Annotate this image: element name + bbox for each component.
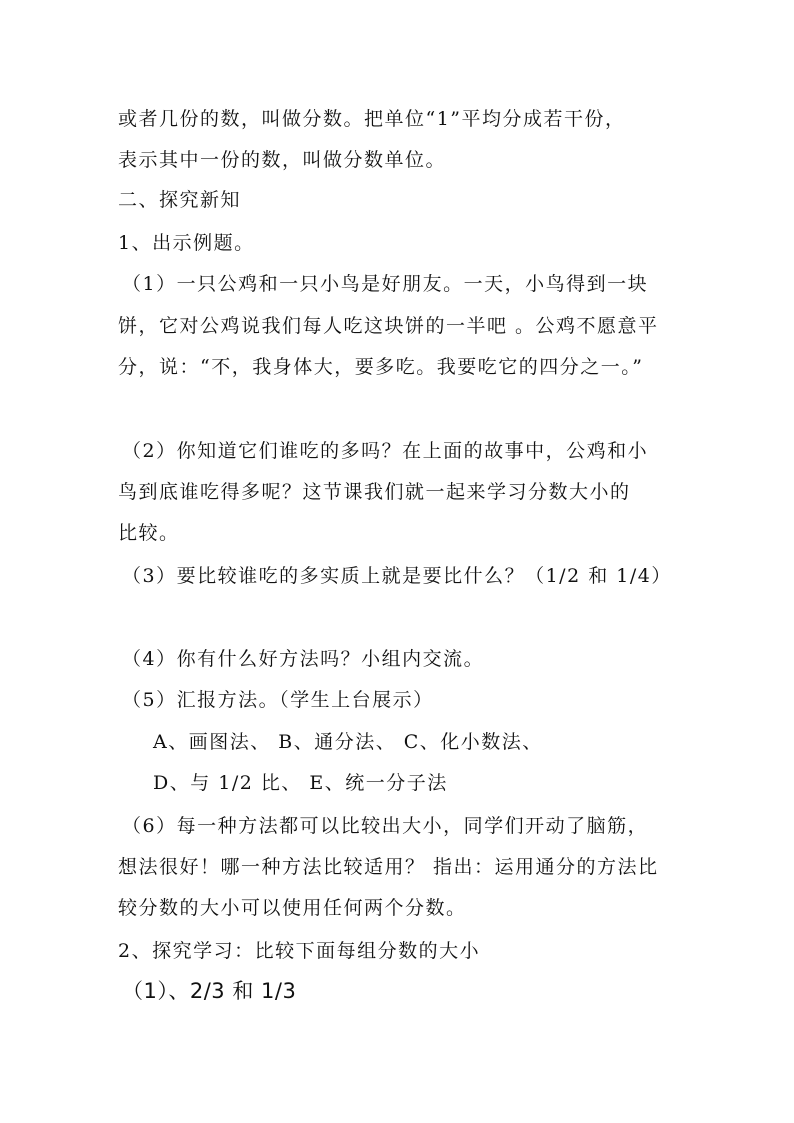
paragraph-line: 鸟到底谁吃得多呢？这节课我们就一起来学习分数大小的 (118, 481, 631, 503)
paragraph-line: 分，说：“不，我身体大，要多吃。我要吃它的四分之一。” (118, 356, 644, 378)
paragraph-line: （1）一只公鸡和一只小鸟是好朋友。一天，小鸟得到一块 (122, 273, 649, 295)
paragraph-line: （2）你知道它们谁吃的多吗？在上面的故事中，公鸡和小 (122, 440, 649, 462)
paragraph-line: （5）汇报方法。（学生上台展示） (122, 689, 434, 711)
paragraph-line: （3）要比较谁吃的多实质上就是要比什么？（1/2 和 1/4） (122, 565, 672, 587)
subsection-heading: 1、出示例题。 (118, 232, 255, 254)
paragraph-line: （6）每一种方法都可以比较出大小，同学们开动了脑筋， (122, 815, 649, 837)
paragraph-line: 比较。 (118, 522, 180, 544)
exercise-line: （1）、2/3 和 1/3 (122, 979, 297, 1003)
paragraph-line: （4）你有什么好方法吗？小组内交流。 (122, 648, 485, 670)
paragraph-line: 表示其中一份的数，叫做分数单位。 (118, 149, 447, 171)
subsection-heading: 2、探究学习：比较下面每组分数的大小 (118, 940, 481, 962)
paragraph-line: 想法很好！哪一种方法比较适用？ 指出：运用通分的方法比 (118, 856, 659, 878)
section-heading: 二、探究新知 (118, 189, 242, 211)
paragraph-line: 较分数的大小可以使用任何两个分数。 (118, 897, 467, 919)
method-list-line: A、画图法、 B、通分法、 C、化小数法、 (153, 731, 543, 753)
paragraph-line: 或者几份的数，叫做分数。把单位“1”平均分成若干份， (118, 108, 626, 130)
method-list-line: D、与 1/2 比、 E、统一分子法 (153, 772, 448, 794)
paragraph-line: 饼，它对公鸡说我们每人吃这块饼的一半吧 。公鸡不愿意平 (118, 315, 659, 337)
